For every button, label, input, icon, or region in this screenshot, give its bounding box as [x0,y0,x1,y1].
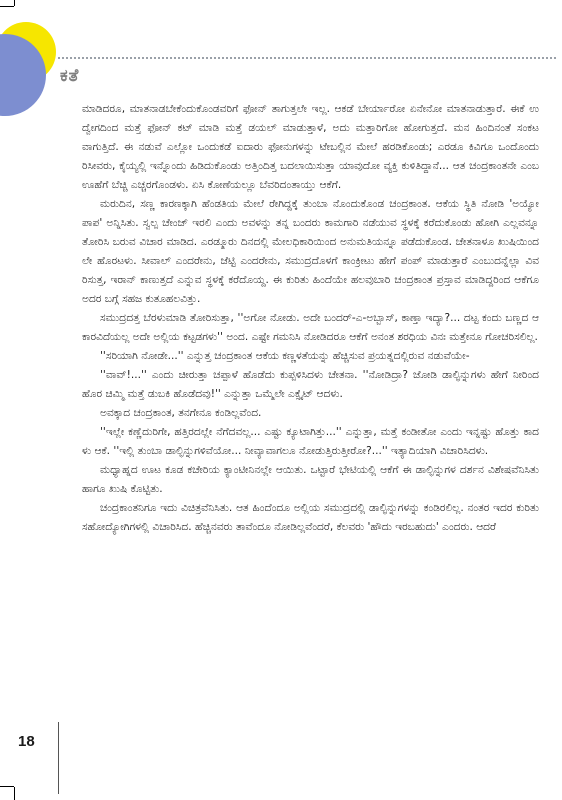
crop-mark-top-left-vertical [14,0,15,6]
footer-vertical-rule [58,722,59,794]
paragraph: ಮಾಡಿದರೂ, ಮಾತನಾಡಬೇಕೆಂದುಕೊಂಡವರಿಗೆ ಫೋನ್ ತಾಗುತ್ತಲೇ ಇಲ್ಲ. ಆಕಡೆ ಬೇರ್ಯಾರೋ ಏನೇನೋ ಮಾತನಾಡುತ್ತಾರೆ. ಈಕೆ ಉದ್ವೇಗದಿಂದ ಮತ್ತೆ ಫೋನ್ ಕಟ್ ಮಾಡಿ ಮತ್ತೆ ಡಯಲ್ ಮಾಡುತ್ತಾಳೆ, ಅದು ಮತ್ತಾರಿಗೋ ಹೋಗುತ್ತದೆ. ಮನ ಹಿಂದಿನಂತೆ ಸಂಕಟವಾಗುತ್ತಿದೆ. ಈ ನಡುವೆ ಎಲ್ಲೋ ಒಂದುಕಡೆ ಐದಾರು ಫೋನುಗಳನ್ನು ಟೇಬಲ್ಲಿನ ಮೇಲೆ ಹರಡಿಕೊಂಡು; ಎರಡೂ ಕಿವಿಗೂ ಒಂದೊಂದು ರಿಸೀವರು, ಕೈಯ್ಯಲ್ಲಿ ಇನ್ನೊಂದು ಹಿಡಿದುಕೊಂಡು ಅತ್ತಿಂದಿತ್ತ ಬದಲಾಯಿಸುತ್ತಾ ಯಾವುದೋ ವ್ಯಕ್ತಿ ಕುಳಿತಿದ್ದಾನೆ... ಆತ ಚಂದ್ರಕಾಂತನೇ ಎಂಬ ಊಹೆಗೆ ಬೆಚ್ಚಿ ಎಚ್ಚರಗೊಂಡಳು. ಏಸಿ ಕೋಣೆಯಲ್ಲೂ ಬೆವರಿದಂತಾಯ್ತು ಆಕೆಗೆ. [82,103,539,191]
page-number: 18 [18,733,35,750]
crop-mark-bottom-left-vertical [14,787,15,800]
paragraph: ''ಇಲ್ಲೇ ಕಣ್ಣೆದುರಿಗೇ, ಹತ್ತಿರದಲ್ಲೇ ನೆಗೆದವಲ್ಲ... ಎಷ್ಟು ಕ್ಯೂಟಾಗಿತ್ತು...'' ಎನ್ನುತ್ತಾ, ಮತ್ತೆ ಕಂಡೀತೋ ಎಂದು ಇನ್ನಷ್ಟು ಹೊತ್ತು ಕಾದಳು ಆಕೆ. ''ಇಲ್ಲಿ ತುಂಬಾ ಡಾಲ್ಫಿನ್ನುಗಳಿವೆಯೋ... ನೀವ್ಯಾವಾಗಲೂ ನೋಡುತ್ತಿರುತ್ತೀರೋ?...'' ಇತ್ಯಾದಿಯಾಗಿ ವಿಚಾರಿಸಿದಳು. [82,426,539,457]
crop-mark-top-left [0,6,14,7]
paragraph: ''ವಾವ್!...'' ಎಂದು ಚೀರುತ್ತಾ ಚಪ್ಪಾಳೆ ಹೊಡೆದು ಕುಪ್ಪಳಿಸಿದಳು ಚೇತನಾ. ''ನೋಡಿದ್ರಾ? ಜೋಡಿ ಡಾಲ್ಫಿನ್ನುಗಳು ಹೇಗೆ ನೀರಿಂದ ಹೊರ ಚಿಮ್ಮಿ ಮತ್ತೆ ಡುಬಕಿ ಹೊಡೆದವು!'' ಎನ್ನುತ್ತಾ ಒಮ್ಮೆಲೇ ಎಕ್ಸೈಟ್ ಆದಳು. [82,369,539,400]
section-label: ಕತೆ [60,66,80,86]
paragraph: ''ಸರಿಯಾಗಿ ನೋಡೇ...'' ಎನ್ನುತ್ತ ಚಂದ್ರಕಾಂತ ಆಕೆಯ ಕಣ್ಣಳತೆಯನ್ನು ಹೆಚ್ಚಿಸುವ ಪ್ರಯತ್ನದಲ್ಲಿರುವ ನಡುವೆಯೇ- [100,350,470,362]
paragraph: ಚಂದ್ರಕಾಂತನಿಗೂ ಇದು ವಿಚಿತ್ರವೆನಿಸಿತು. ಆತ ಹಿಂದೆಂದೂ ಅಲ್ಲಿಯ ಸಮುದ್ರದಲ್ಲಿ ಡಾಲ್ಫಿನ್ನುಗಳನ್ನು ಕಂಡಿರಲಿಲ್ಲ. ನಂತರ ಇದರ ಕುರಿತು ಸಹೋದ್ಯೋಗಿಗಳಲ್ಲಿ ವಿಚಾರಿಸಿದ. ಹೆಚ್ಚಿನವರು ತಾವೆಂದೂ ನೋಡಿಲ್ಲವೆಂದರೆ, ಕೆಲವರು 'ಹೌದು ಇರಬಹುದು' ಎಂದರು. ಆದರೆ [82,502,539,533]
story-body [82,100,539,537]
crop-mark-bottom-left [0,786,14,787]
paragraph: ಸಮುದ್ರದತ್ತ ಬೆರಳುಮಾಡಿ ತೋರಿಸುತ್ತಾ, ''ಅಗೋ ನೋಡು. ಅದೇ ಬಂದರ್-ಎ-ಅಬ್ಬಾಸ್, ಕಾಣ್ತಾ ಇದ್ಯಾ?... ದಟ್ಟ ಕಂದು ಬಣ್ಣದ ಆಕಾರವಿದೆಯಲ್ಲ ಅದೇ ಅಲ್ಲಿಯ ಕಟ್ಟಡಗಳು'' ಅಂದ. ಎಷ್ಟೇ ಗಮನಿಸಿ ನೋಡಿದರೂ ಆಕೆಗೆ ಅನಂತ ಶರಧಿಯ ವಿನಃ ಮತ್ತೇನೂ ಗೋಚರಿಸಲಿಲ್ಲ. [82,312,539,343]
paragraph: ಮಧ್ಯಾಹ್ನದ ಊಟ ಕೂಡ ಕಚೇರಿಯ ಕ್ಯಾಂಟೀನಿನಲ್ಲೇ ಆಯಿತು. ಒಟ್ಟಾರೆ ಭೇಟಿಯಲ್ಲಿ ಆಕೆಗೆ ಈ ಡಾಲ್ಫಿನ್ನುಗಳ ದರ್ಶನ ವಿಶೇಷವೆನಿಸಿತು ಹಾಗೂ ಖುಷಿ ಕೊಟ್ಟಿತು. [82,464,539,495]
paragraph: ಅವಕ್ಕಾದ ಚಂದ್ರಕಾಂತ, ತನಗೇನೂ ಕಂಡಿಲ್ಲವೆಂದ. [100,407,262,419]
dotted-header-rule [58,57,556,59]
paragraph: ಮರುದಿನ, ಸಣ್ಣ ಕಾರಣಕ್ಕಾಗಿ ಹೆಂಡತಿಯ ಮೇಲೆ ರೇಗಿದ್ದಕ್ಕೆ ತುಂಬಾ ನೊಂದುಕೊಂಡ ಚಂದ್ರಕಾಂತ. ಆಕೆಯ ಸ್ಥಿತಿ ನೋಡಿ 'ಅಯ್ಯೋ ಪಾಪ' ಅನ್ನಿಸಿತು. ಸ್ವಲ್ಪ ಚೇಂಜ್ ಇರಲಿ ಎಂದು ಅವಳನ್ನು ತನ್ನ ಬಂದರು ಕಾಮಗಾರಿ ನಡೆಯುವ ಸ್ಥಳಕ್ಕೆ ಕರೆದುಕೊಂಡು ಹೋಗಿ ಎಲ್ಲವನ್ನೂ ತೋರಿಸಿ ಬರುವ ವಿಚಾರ ಮಾಡಿದ. ಎರಡ್ಮೂರು ದಿನದಲ್ಲಿ ಮೇಲಧಿಕಾರಿಯಿಂದ ಅನುಮತಿಯನ್ನೂ ಪಡೆದುಕೊಂಡ. ಚೇತನಾಳೂ ಖುಷಿಯಿಂದಲೇ ಹೊರಟಳು. ಸೀವಾಲ್ ಎಂದರೇನು, ಜೆಟ್ಟಿ ಎಂದರೇನು, ಸಮುದ್ರದೊಳಗೆ ಕಾಂಕ್ರೀಟು ಹೇಗೆ ಪಂಪ್ ಮಾಡುತ್ತಾರೆ ಎಂಬುದನ್ನೆಲ್ಲಾ ವಿವರಿಸುತ್ತ, ಇರಾನ್ ಕಾಣುತ್ತದೆ ಎನ್ನುವ ಸ್ಥಳಕ್ಕೆ ಕರೆದೊಯ್ದ. ಈ ಕುರಿತು ಹಿಂದೆಯೇ ಹಲವುಬಾರಿ ಚಂದ್ರಕಾಂತ ಪ್ರಸ್ತಾವ ಮಾಡಿದ್ದರಿಂದ ಆಕೆಗೂ ಅದರ ಬಗ್ಗೆ ಸಹಜ ಕುತೂಹಲವಿತ್ತು. [82,198,539,305]
